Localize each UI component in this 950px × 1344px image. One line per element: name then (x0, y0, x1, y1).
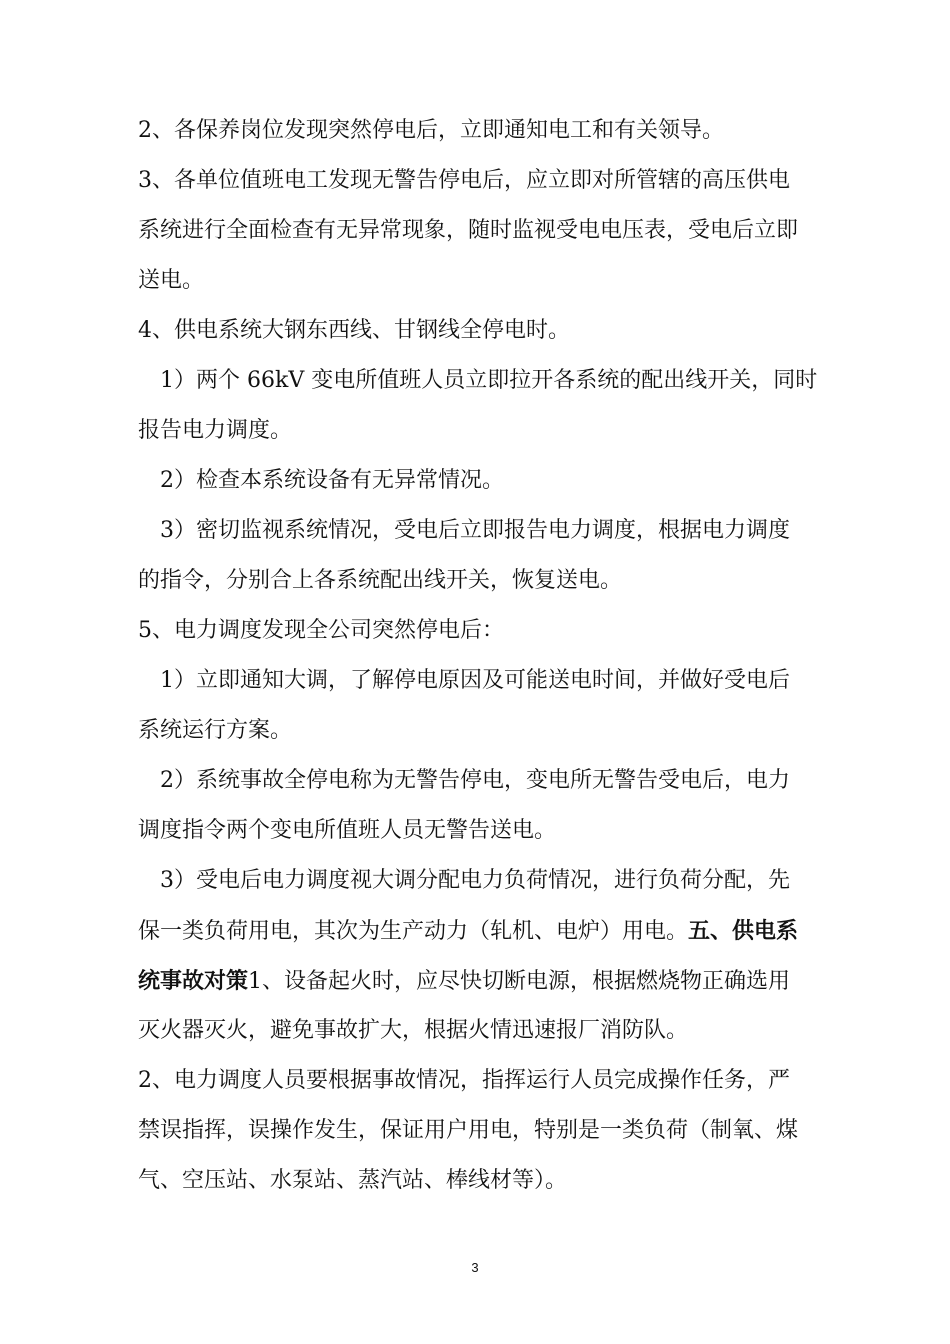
text-line: 3、各单位值班电工发现无警告停电后，应立即对所管辖的高压供电 (138, 168, 790, 193)
text-segment: 保一类负荷用电，其次为生产动力（轧机、电炉）用电。 (138, 919, 689, 944)
text-line (138, 966, 818, 997)
text-line: 的指令，分别合上各系统配出线开关，恢复送电。 (138, 568, 623, 593)
text-line: 2）检查本系统设备有无异常情况。 (160, 468, 504, 493)
text-line: 1）两个 66kV 变电所值班人员立即拉开各系统的配出线开关，同时 (160, 368, 818, 393)
text-line (138, 916, 818, 947)
text-line: 系统进行全面检查有无异常现象，随时监视受电电压表，受电后立即 (138, 218, 799, 243)
text-line: 系统运行方案。 (138, 718, 293, 743)
text-line: 调度指令两个变电所值班人员无警告送电。 (138, 818, 557, 843)
text-line: 5、电力调度发现全公司突然停电后： (138, 618, 504, 643)
text-line: 报告电力调度。 (138, 418, 293, 443)
text-line: 2）系统事故全停电称为无警告停电，变电所无警告受电后，电力 (160, 768, 790, 793)
text-line: 3）受电后电力调度视大调分配电力负荷情况，进行负荷分配，先 (160, 868, 790, 893)
text-line: 2、电力调度人员要根据事故情况，指挥运行人员完成操作任务，严 (138, 1068, 790, 1093)
text-line: 气、空压站、水泵站、蒸汽站、棒线材等）。 (138, 1168, 568, 1193)
text-line: 2、各保养岗位发现突然停电后，立即通知电工和有关领导。 (138, 118, 724, 143)
text-line: 送电。 (138, 268, 205, 293)
page-number: 3 (471, 1260, 479, 1275)
text-line: 灭火器灭火，避免事故扩大，根据火情迅速报厂消防队。 (138, 1018, 689, 1043)
text-line: 4、供电系统大钢东西线、甘钢线全停电时。 (138, 318, 570, 343)
text-line: 禁误指挥，误操作发生，保证用户用电，特别是一类负荷（制氧、煤 (138, 1118, 799, 1143)
section-heading: 统事故对策 (138, 968, 249, 994)
text-segment: 1、设备起火时，应尽快切断电源，根据燃烧物正确选用 (248, 969, 791, 994)
text-line: 1）立即通知大调，了解停电原因及可能送电时间，并做好受电后 (160, 668, 790, 693)
text-line: 3）密切监视系统情况，受电后立即报告电力调度，根据电力调度 (160, 518, 790, 543)
section-heading: 五、供电系 (688, 918, 799, 944)
